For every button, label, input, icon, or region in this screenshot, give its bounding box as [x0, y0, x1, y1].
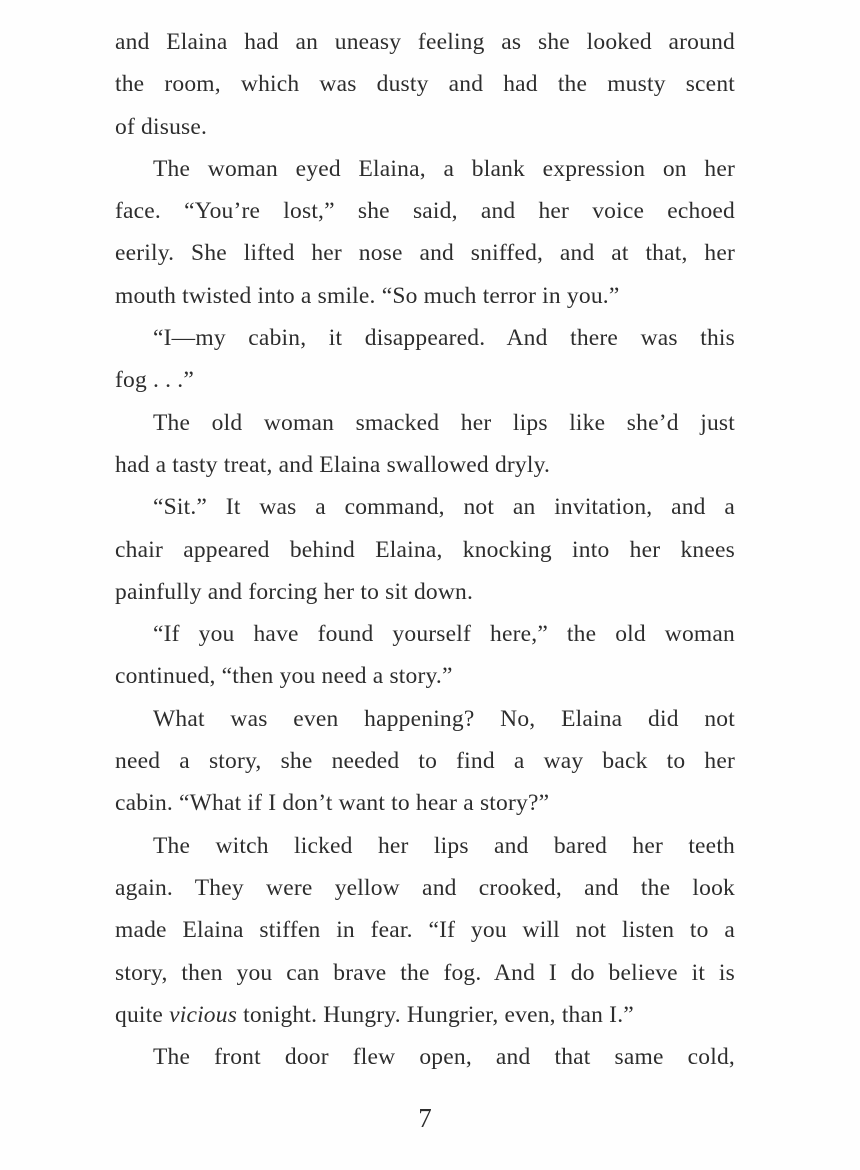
- body-text: and Elaina had an uneasy feeling as she looked around: [115, 29, 735, 55]
- text-line: [115, 486, 735, 528]
- paragraph: [115, 317, 735, 402]
- paragraph: [115, 486, 735, 613]
- text-line: [115, 63, 735, 105]
- text-line: [115, 359, 735, 401]
- text-line: [115, 106, 735, 148]
- body-text: eerily. She lifted her nose and sniffed, and at that, her: [115, 240, 735, 267]
- text-line: [115, 275, 735, 317]
- body-text: The witch licked her lips and bared her teeth: [153, 832, 735, 859]
- body-text: The old woman smacked her lips like she’d just: [153, 409, 735, 436]
- text-line: [115, 444, 735, 486]
- body-text: tonight. Hungry. Hungrier, even, than I.”: [237, 1001, 634, 1028]
- text-line: [115, 148, 735, 190]
- text-line: [115, 825, 735, 867]
- text-line: [115, 317, 735, 359]
- body-text: painfully and forcing her to sit down.: [115, 578, 474, 605]
- text-line: [115, 698, 735, 740]
- text-line: [115, 571, 735, 613]
- body-text: story, then you can brave the fog. And I do believe it is: [115, 959, 735, 986]
- text-line: [115, 782, 735, 824]
- text-line: [115, 21, 735, 63]
- paragraph: [115, 1036, 735, 1078]
- body-text: What was even happening? No, Elaina did not: [153, 705, 735, 732]
- body-text: face. “You’re lost,” she said, and her voice echoed: [115, 198, 735, 225]
- paragraph: [115, 21, 735, 148]
- paragraph: [115, 148, 735, 317]
- page-number: 7: [418, 1103, 432, 1133]
- body-text: fog . . .”: [115, 367, 195, 394]
- text-line: [115, 994, 735, 1036]
- text-line: [115, 867, 735, 909]
- text-line: [115, 1036, 735, 1078]
- text-line: [115, 529, 735, 571]
- paragraph: [115, 825, 735, 1036]
- text-line: [115, 909, 735, 951]
- body-text: cabin. “What if I don’t want to hear a story?”: [115, 790, 550, 817]
- paragraph: [115, 698, 735, 825]
- body-text: mouth twisted into a smile. “So much terror in you.”: [115, 282, 620, 309]
- body-text: again. They were yellow and crooked, and the look: [115, 874, 735, 901]
- text-line: [115, 232, 735, 274]
- text-line: [115, 613, 735, 655]
- body-text: the room, which was dusty and had the musty scent: [115, 71, 735, 98]
- body-text: quite: [115, 1001, 170, 1028]
- text-line: [115, 402, 735, 444]
- text-line: [115, 740, 735, 782]
- text-line: [115, 190, 735, 232]
- body-text: need a story, she needed to find a way back to her: [115, 748, 735, 775]
- body-text: of disuse.: [115, 113, 208, 140]
- body-text: “Sit.” It was a command, not an invitation, and a: [153, 494, 735, 521]
- body-text: chair appeared behind Elaina, knocking into her knees: [115, 536, 735, 563]
- body-text: made Elaina stiffen in fear. “If you will not listen to a: [115, 917, 735, 944]
- body-text: “I—my cabin, it disappeared. And there was this: [153, 325, 735, 352]
- body-text: The front door flew open, and that same cold,: [153, 1044, 735, 1071]
- text-block: [115, 21, 735, 1078]
- body-text: continued, “then you need a story.”: [115, 663, 453, 690]
- italic-text: vicious: [169, 1001, 238, 1028]
- body-text: “If you have found yourself here,” the old woman: [153, 621, 735, 648]
- text-line: [115, 952, 735, 994]
- body-text: had a tasty treat, and Elaina swallowed dryly.: [115, 451, 551, 478]
- paragraph: [115, 613, 735, 698]
- text-line: [115, 655, 735, 697]
- body-text: The woman eyed Elaina, a blank expression on her: [153, 155, 735, 182]
- paragraph: [115, 402, 735, 487]
